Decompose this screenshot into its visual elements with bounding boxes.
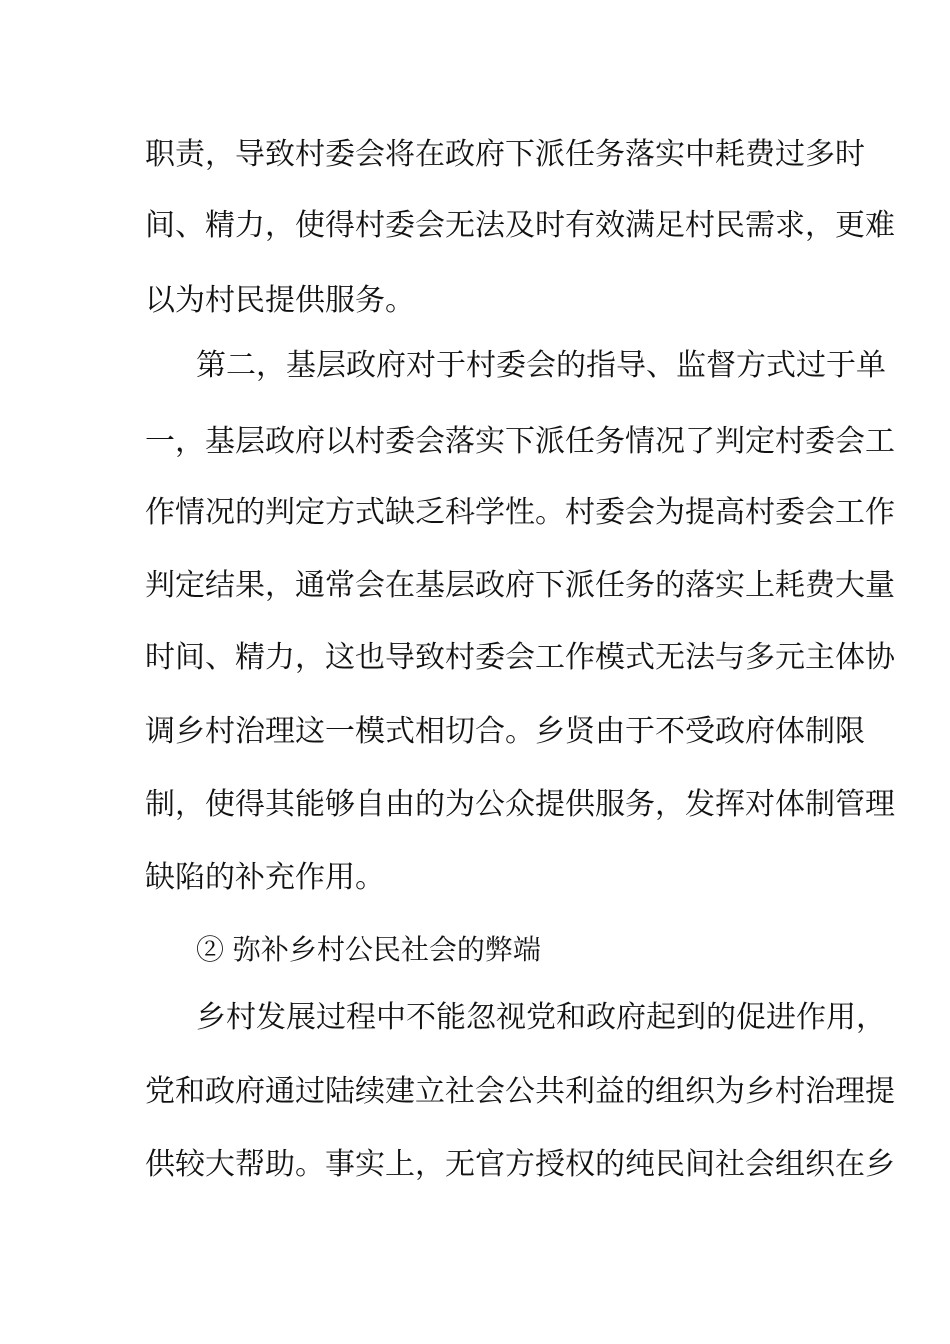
paragraph-3-line-1: 乡村发展过程中不能忽视党和政府起到的促进作用，	[196, 1000, 886, 1035]
paragraph-2-line-3: 作情况的判定方式缺乏科学性。村委会为提高村委会工作	[145, 495, 895, 530]
paragraph-2-line-5: 时间、精力，这也导致村委会工作模式无法与多元主体协	[145, 640, 895, 675]
paragraph-2-line-4: 判定结果，通常会在基层政府下派任务的落实上耗费大量	[145, 568, 895, 603]
paragraph-1-line-1: 职责，导致村委会将在政府下派任务落实中耗费过多时	[145, 137, 865, 172]
paragraph-2-line-7: 制，使得其能够自由的为公众提供服务，发挥对体制管理	[145, 787, 895, 822]
paragraph-3-line-2: 党和政府通过陆续建立社会公共利益的组织为乡村治理提	[145, 1074, 895, 1109]
paragraph-2-line-6: 调乡村治理这一模式相切合。乡贤由于不受政府体制限	[145, 714, 865, 749]
paragraph-1-line-2: 间、精力，使得村委会无法及时有效满足村民需求，更难	[145, 208, 895, 243]
paragraph-2-line-2: 一，基层政府以村委会落实下派任务情况了判定村委会工	[145, 424, 895, 459]
paragraph-1-line-3: 以为村民提供服务。	[145, 283, 415, 318]
section-heading: ② 弥补乡村公民社会的弊端	[196, 933, 541, 966]
paragraph-2-line-8: 缺陷的补充作用。	[145, 860, 385, 895]
paragraph-2-line-1: 第二，基层政府对于村委会的指导、监督方式过于单	[196, 348, 886, 383]
paragraph-3-line-3: 供较大帮助。事实上，无官方授权的纯民间社会组织在乡	[145, 1147, 895, 1182]
